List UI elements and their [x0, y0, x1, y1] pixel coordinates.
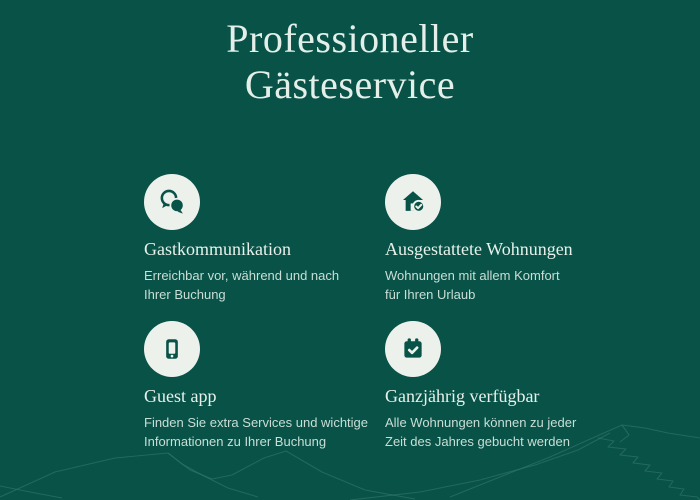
feature-description-line2: Ihrer Buchung [144, 287, 226, 302]
feature-description-line1: Finden Sie extra Services und wichtige [144, 415, 369, 430]
icon-circle [144, 174, 200, 230]
feature-description-line1: Wohnungen mit allem Komfort [385, 268, 560, 283]
feature-ausgestattete-wohnungen [385, 174, 615, 304]
feature-description-line1: Erreichbar vor, während und nach [144, 268, 340, 283]
feature-description [144, 266, 374, 304]
smartphone-icon [158, 335, 186, 363]
icon-circle [385, 174, 441, 230]
page-title-line1: Professioneller [226, 16, 474, 61]
feature-description [385, 266, 615, 304]
feature-title: Ausgestattete Wohnungen [385, 239, 573, 259]
feature-description-line2: Zeit des Jahres gebucht werden [385, 434, 570, 449]
icon-circle [144, 321, 200, 377]
house-check-icon [399, 188, 427, 216]
feature-title: Ganzjährig verfügbar [385, 386, 540, 406]
page-title [0, 16, 700, 108]
feature-description-line2: Informationen zu Ihrer Buchung [144, 434, 327, 449]
feature-description-line2: für Ihren Urlaub [385, 287, 476, 302]
calendar-check-icon [399, 335, 427, 363]
mountain-outline-art [0, 400, 700, 500]
feature-gastkommunikation [144, 174, 374, 304]
page-title-line2: Gästeservice [244, 62, 456, 107]
icon-circle [385, 321, 441, 377]
chat-bubbles-icon [158, 188, 186, 216]
feature-description-line1: Alle Wohnungen können zu jeder [385, 415, 577, 430]
feature-title: Gastkommunikation [144, 239, 291, 259]
feature-title: Guest app [144, 386, 217, 406]
